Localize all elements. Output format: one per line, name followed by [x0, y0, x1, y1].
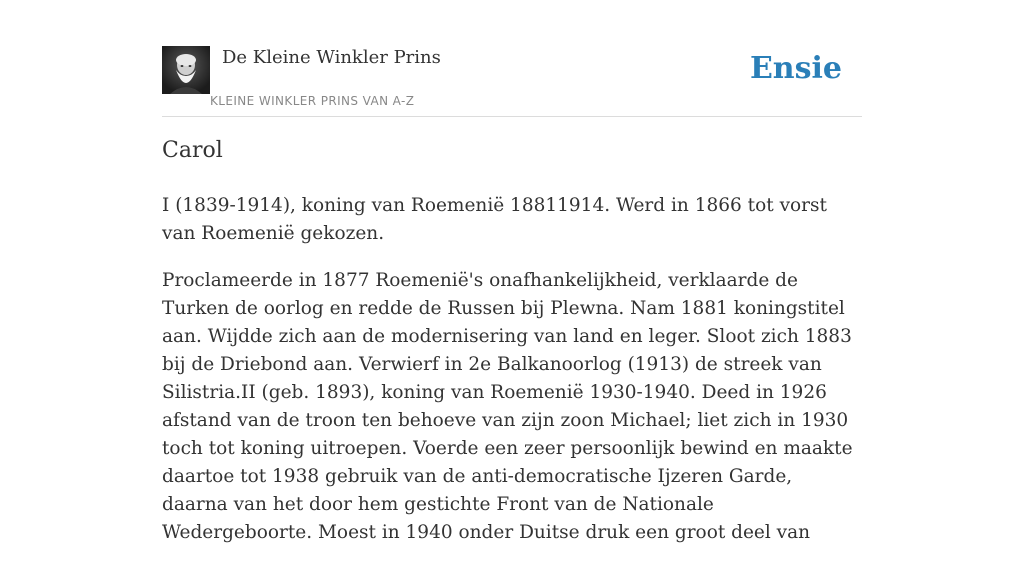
entry-paragraph: Proclameerde in 1877 Roemenië's onafhankelijkheid, verklaarde de Turken de oorlog en redde de Russen bij Plewna. Nam 1881 koningstitel aan. Wijdde zich aan de modernisering van land en leger. Sloot zich 1883 bij de Driebond aan. Verwierf in 2e Balkanoorlog (1913) de streek van Silistria.II (geb. 1893), koning van Roemenië 1930-1940. Deed in 1926 afstand van de troon ten behoeve van zijn zoon Michael; liet zich in 1930 toch tot koning uitroepen. Voerde een zeer persoonlijk bewind en maakte daartoe tot 1938 gebruik van de anti-democratische Ijzeren Garde, daarna van het door hem gestichte Front van de Nationale Wedergeboorte. Moest in 1940 onder Duitse druk een groot deel van — [162, 270, 853, 543]
source-header — [162, 46, 862, 117]
entry-paragraph: I (1839-1914), koning van Roemenië 18811914. Werd in 1866 tot vorst van Roemenië gekozen. — [162, 195, 827, 244]
entry-body — [162, 192, 862, 566]
entry-title: Carol — [162, 138, 223, 163]
bearded-man-portrait-icon — [162, 46, 210, 94]
source-subtitle[interactable]: KLEINE WINKLER PRINS VAN A-Z — [210, 94, 415, 108]
source-title[interactable]: De Kleine Winkler Prins — [222, 47, 441, 68]
ensie-logo-link[interactable]: Ensie — [749, 51, 842, 86]
